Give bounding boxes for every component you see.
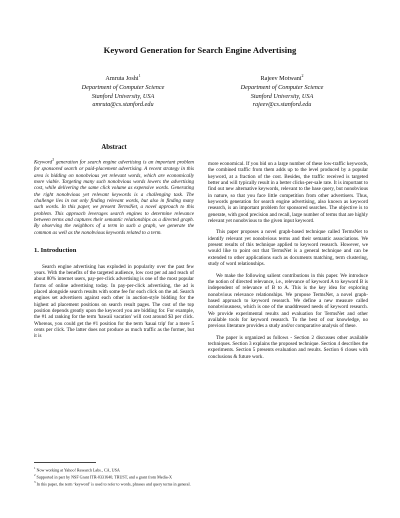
author-name: Amruta Joshi — [105, 75, 139, 83]
body-paragraph: more economical. If you bid on a large number of these low-traffic keywords, the combined traffic from them adds up to the level produced by a popular keyword, at a fraction of the cost. Besides, the traffic received is targeted better and will typically result in a better clicks-per-sale rate. It is important to find out new alternative keywords, relevant to the base query, but nonobvious in nature, so that you face little competition from other advertisers. Thus, keywords generation for search engine advertising, also known as keyword research, is an important problem for sponsored searches. The objective is to generate, with good precision and recall, large number of terms that are highly relevant yet nonobvious to the given input keyword. — [208, 161, 368, 225]
intro-paragraph: Search engine advertising has exploded in popularity over the past few years. With the benefits of the targeted audience, low cost per ad and reach of about 80% internet users, pay-per-click advertising is one of the most popular forms of online advertising today. In pay-per-click advertising, the ad is placed alongside search results with some fee for each click on the ad. Search engines set advertisers against each other in auction-style bidding for the highest ad placement positions on search result pages. The cost of the top position depends greatly upon the keyword you are bidding for. For example, the #1 ad ranking for the term 'hawaii vacation' will cost around $3 per click. Whereas, you could get the #1 position for the term 'kauai trip' for a mere 5 cents per click. The latter does not produce as much traffic as the former, but it is — [34, 263, 194, 340]
abstract-text: Keyword$^3$ generation for search engine advertising is an important problem for sponsored search or paid-placement advertising. A recent strategy in this area is bidding on nonobvious yet relevant words, which are economically more viable. Targeting many such nonobvious words lowers the advertising cost, while delivering the same click volume as expensive words. Generating the right nonobvious yet relevant keywords is a challenging task. The challenge lies in not only finding relevant words, but also in finding many such words. In this paper, we present TermsNet, a novel approach to this problem. This approach leverages search engines to determine relevance between terms and captures their semantic relationships as a directed graph. By observing the neighbors of a term in such a graph, we generate the common as well as the nonobvious keywords related to a term. — [34, 158, 194, 236]
body-paragraph: We make the following salient contributions in this paper. We introduce the notion of directed relevance, i.e., relevance of keyword A to keyword B is independent of relevance of B to A. This is the key idea for exploring nonobvious relevance relationships. We propose TermsNet, a novel graph-based approach to keyword research. We define a new measure called nonobviousness, which is one of the unaddressed needs of keyword research. We provide experimental results and evaluation for TermsNet and other available tools for keyword research. To the best of our knowledge, no previous literature provides a study and/or comparative analysis of these. — [208, 272, 368, 330]
author-block — [207, 72, 357, 110]
section-heading-introduction: 1. Introduction — [34, 247, 77, 255]
footnote-rule — [34, 462, 96, 463]
author-footnote-mark: 1 — [138, 73, 141, 78]
footnote: $^3$ In this paper, the term ‘keyword’ is used to refer to words, phrases and query terms in general. — [34, 479, 191, 487]
author-university: Stanford University, USA — [250, 92, 314, 100]
paper-title: Keyword Generation for Search Engine Advertising — [103, 45, 297, 55]
footnote: $^2$ Supported in part by NSF Grant ITR-0331640, TRUST, and a grant from Media-X — [34, 472, 172, 480]
author-email: rajeev@cs.stanford.edu — [252, 101, 312, 109]
abstract-footnote-mark: 3 — [52, 158, 55, 163]
footnote: $^1$ Now working at Yahoo! Research Labs., CA, USA — [34, 466, 120, 473]
author-name: Rajeev Motwani — [260, 75, 302, 83]
author-university: Stanford University, USA — [91, 92, 155, 100]
body-paragraph: The paper is organized as follows - Section 2 discusses other available techniques. Section 3 explains the proposed technique. Section 4 describes the experiments. Section 5 presents evaluation and results. Section 6 closes with conclusions & future work. — [208, 334, 368, 360]
abstract-heading: Abstract — [101, 144, 127, 151]
right-column — [208, 161, 368, 365]
author-department: Department of Computer Science — [81, 83, 165, 91]
author-footnote-mark: 2 — [301, 73, 304, 78]
left-column — [34, 145, 194, 345]
body-paragraph: This paper proposes a novel graph-based technique called TermsNet to identify relevant yet nonobvious terms and their semantic associations. We present results of this technique applied to keyword research. However, we would like to point out that TermsNet is a general technique and can be extended to other applications such as documents matching, term clustering, study of word relationships. — [208, 229, 368, 268]
author-department: Department of Computer Science — [240, 83, 324, 91]
author-block — [48, 72, 198, 110]
author-email: amruta@cs.stanford.edu — [92, 101, 154, 109]
footnotes — [34, 462, 194, 487]
